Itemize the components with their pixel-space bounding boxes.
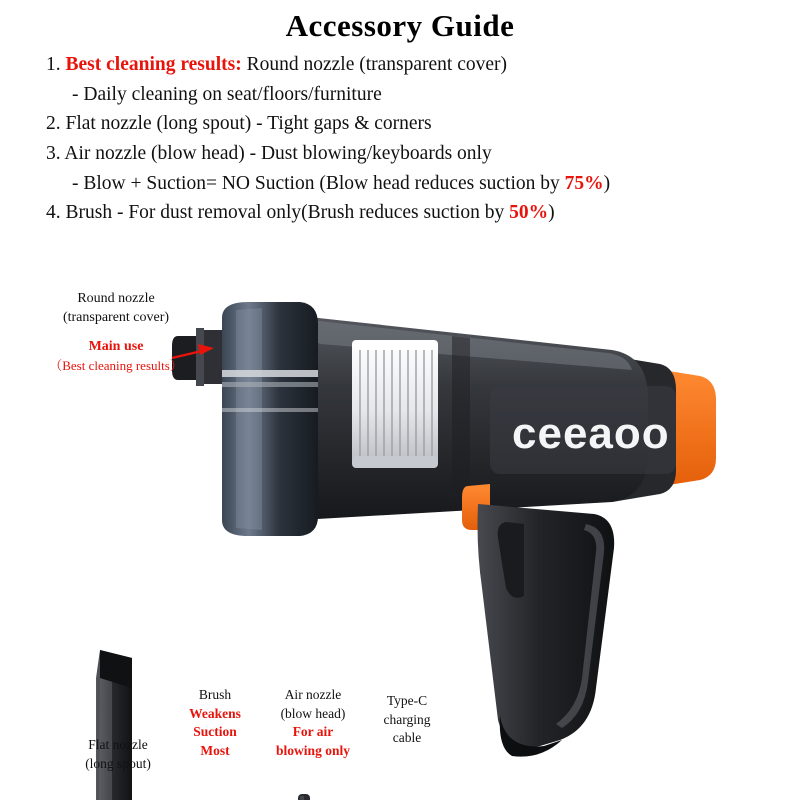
guide-item-1 [46,50,778,80]
callout-round-line3: Main use [88,338,144,354]
label-cable-line3: cable [392,730,422,746]
guide-item-3-sub-percent: 75% [564,172,604,194]
guide-item-3-text: Air nozzle (blow head) - Dust blowing/keyboards only [60,142,492,164]
label-air-nozzle-line2: (blow head) [280,705,346,721]
label-charging-cable [352,692,462,748]
label-brush-line4: Most [200,742,230,758]
guide-item-3-sub [46,169,778,199]
callout-round-line1: Round nozzle [77,291,155,306]
label-flat-nozzle-line1: Flat nozzle [88,737,148,752]
guide-item-1-sub [46,80,778,110]
page-title: Accessory Guide [285,8,515,43]
guide-item-1-rest: Round nozzle (transparent cover) [241,54,508,75]
callout-round-nozzle [36,290,196,374]
guide-item-4-percent: 50% [509,202,549,224]
guide-item-3 [46,139,778,169]
callout-round-line2: (transparent cover) [62,309,170,325]
label-brush-line1: Brush [198,687,232,702]
label-flat-nozzle-line2: (long spout) [85,755,151,771]
guide-item-4 [46,198,778,228]
label-air-nozzle-line1: Air nozzle [284,687,342,702]
label-brush [160,686,270,761]
label-air-nozzle-line4: blowing only [276,742,350,758]
product-illustration [0,258,800,800]
guide-item-1-number: 1. [46,54,61,75]
brand-logo: ceeaoo [512,409,670,458]
label-cable-line1: Type-C [386,693,428,708]
callout-round-line4: （Best cleaning results） [49,357,183,373]
filter [352,340,438,468]
guide-item-3-number: 3. [46,142,61,164]
label-cable-line2: charging [383,711,431,727]
guide-item-4-text-pre: Brush - For dust removal only(Brush reduces suction by [60,202,510,224]
guide-item-2 [46,109,778,139]
guide-item-2-number: 2. [46,113,61,135]
flat-nozzle [96,650,132,800]
guide-list [0,50,800,228]
guide-item-4-number: 4. [46,202,61,224]
label-brush-line3: Suction [193,724,237,740]
air-nozzle-accessory [280,794,328,800]
guide-item-3-sub-pre: - Blow + Suction= NO Suction (Blow head reduces suction by [72,172,565,194]
guide-item-4-text-post: ) [548,202,555,224]
guide-item-2-text: Flat nozzle (long spout) - Tight gaps & corners [60,113,432,135]
guide-item-1-lead: Best cleaning results: [65,54,242,75]
label-brush-line2: Weakens [189,705,241,721]
guide-item-1-sub-text: - Daily cleaning on seat/floors/furniture [72,83,382,105]
guide-item-3-sub-post: ) [603,172,611,194]
label-air-nozzle-line3: For air [292,724,334,740]
accessory-guide-page [0,8,800,800]
